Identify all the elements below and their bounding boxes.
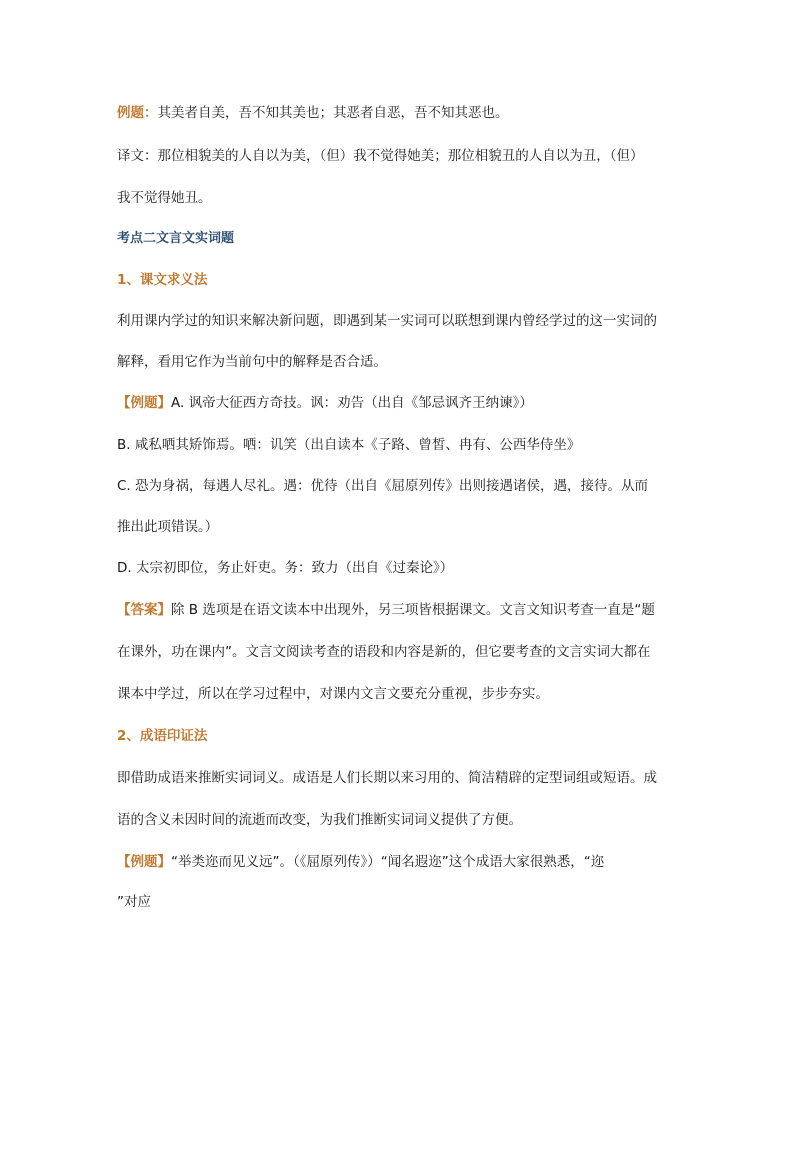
example-label: 例题： — [117, 105, 158, 121]
method-2-heading: 2、成语印证法 — [117, 728, 208, 744]
option-b: B. 咸私哂其矫饰焉。哂：讥笑（出自读本《子路、曾皙、冉有、公西华侍坐》 — [117, 437, 581, 453]
answer-label: 【答案】 — [117, 602, 171, 618]
method-2-example-line-1 — [117, 852, 682, 872]
method-1-desc-line-2: 解释，看用它作为当前句中的解释是否合适。 — [117, 354, 387, 370]
method-2-example-line-2: ”对应 — [117, 894, 151, 910]
option-a-text: A. 讽帝大征西方奇技。讽：劝告（出自《邹忌讽齐王纳谏》） — [171, 395, 533, 411]
answer-line-3: 课本中学过，所以在学习过程中，对课内文言文要充分重视，步步夯实。 — [117, 686, 549, 702]
method-2-example-text: “举类迩而见义远”。（《屈原列传》）“闻名遐迩”这个成语大家很熟悉，“迩 — [171, 854, 605, 870]
translation-line-1: 译文：那位相貌美的人自以为美，（但）我不觉得她美；那位相貌丑的人自以为丑，（但） — [117, 148, 644, 164]
option-a — [117, 393, 682, 413]
example-label: 【例题】 — [117, 854, 171, 870]
answer-line-1 — [117, 600, 682, 620]
option-c-line-1: C. 恐为身祸，每遇人尽礼。遇：优待（出自《屈原列传》出则接遇诸侯，遇，接待。从而 — [117, 478, 649, 494]
translation-line-2: 我不觉得她丑。 — [117, 190, 212, 206]
example-text: 其美者自美，吾不知其美也；其恶者自恶，吾不知其恶也。 — [157, 105, 509, 121]
method-2-desc-line-1: 即借助成语来推断实词词义。成语是人们长期以来习用的、简洁精辟的定型词组或短语。成 — [117, 770, 657, 786]
example-1 — [117, 103, 682, 123]
option-d: D. 太宗初即位，务止奸吏。务：致力（出自《过秦论》） — [117, 560, 454, 576]
example-label: 【例题】 — [117, 395, 171, 411]
section-heading: 考点二文言文实词题 — [117, 231, 235, 246]
method-2-desc-line-2: 语的含义未因时间的流逝而改变，为我们推断实词词义提供了方便。 — [117, 812, 522, 828]
method-1-desc-line-1: 利用课内学过的知识来解决新问题，即遇到某一实词可以联想到课内曾经学过的这一实词的 — [117, 313, 657, 329]
answer-line-2: 在课外，功在课内”。文言文阅读考查的语段和内容是新的，但它要考查的文言实词大都在 — [117, 644, 651, 660]
answer-text: 除 B 选项是在语文读本中出现外，另三项皆根据课文。文言文知识考查一直是“题 — [171, 602, 655, 618]
option-c-line-2: 推出此项错误。） — [117, 519, 219, 535]
method-1-heading: 1、课文求义法 — [117, 272, 208, 288]
